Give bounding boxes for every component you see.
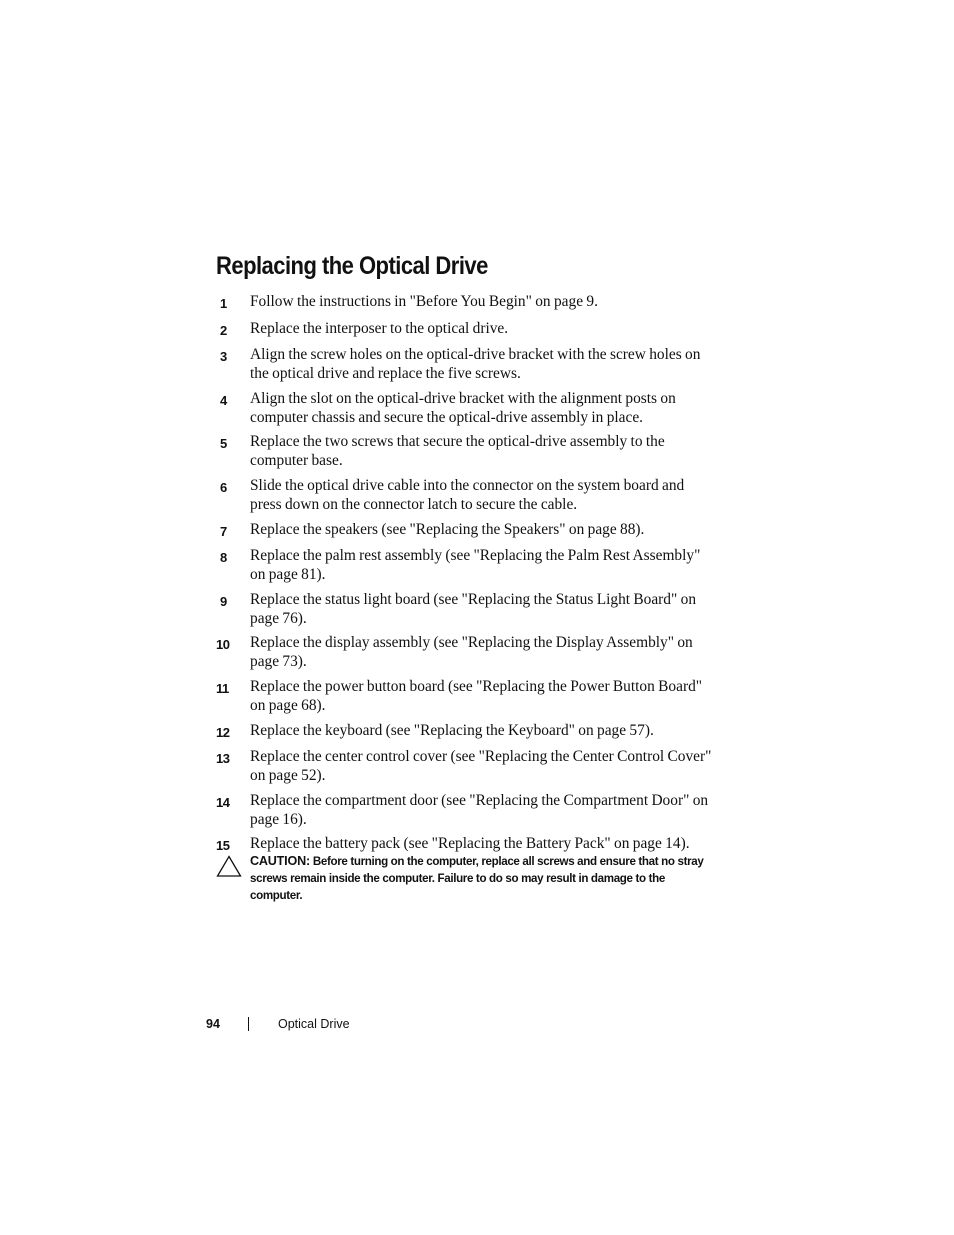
step-item	[216, 791, 716, 829]
step-text: Replace the palm rest assembly (see "Replacing the Palm Rest Assembly" on page 81).	[250, 547, 701, 584]
step-number: 3	[220, 349, 228, 365]
step-item	[216, 590, 716, 628]
caution-triangle-icon	[216, 853, 250, 882]
page-number: 94	[206, 1017, 220, 1031]
step-text: Replace the keyboard (see "Replacing the Keyboard" on page 57).	[250, 721, 654, 739]
caution-message: Before turning on the computer, replace all screws and ensure that no stray screws remain inside the computer. Failure to do so may result in damage to the computer.	[250, 855, 704, 902]
step-item	[216, 633, 716, 671]
step-text: Replace the interposer to the optical drive.	[250, 319, 509, 337]
footer-divider	[248, 1017, 249, 1031]
step-number: 2	[220, 322, 228, 338]
step-item	[216, 319, 716, 340]
page-title: Replacing the Optical Drive	[216, 252, 488, 280]
step-number: 11	[216, 680, 229, 696]
caution-notice	[216, 853, 716, 904]
caution-text	[250, 853, 716, 904]
step-item	[216, 520, 716, 541]
step-text: Replace the display assembly (see "Replacing the Display Assembly" on page 73).	[250, 634, 693, 671]
step-number: 13	[216, 751, 230, 767]
step-text: Replace the speakers (see "Replacing the Speakers" on page 88).	[250, 520, 645, 538]
step-text: Replace the power button board (see "Replacing the Power Button Board" on page 68).	[250, 677, 703, 714]
step-item	[216, 292, 716, 313]
step-number: 7	[220, 523, 228, 539]
step-number: 1	[220, 296, 228, 311]
page-footer	[0, 1014, 954, 1034]
step-text: Slide the optical drive cable into the connector on the system board and press down on the connector latch to secure the cable.	[250, 476, 685, 513]
step-item	[216, 389, 716, 427]
step-number: 14	[216, 794, 230, 810]
step-item	[216, 677, 716, 715]
step-number: 9	[220, 593, 228, 609]
step-number: 15	[216, 838, 230, 854]
step-text: Align the slot on the optical-drive bracket with the alignment posts on computer chassis and secure the optical-drive assembly in place.	[250, 389, 676, 426]
step-item	[216, 432, 716, 470]
step-text: Follow the instructions in "Before You Begin" on page 9.	[250, 293, 598, 310]
step-number: 6	[220, 479, 228, 495]
step-number: 8	[220, 550, 228, 566]
step-item	[216, 345, 716, 383]
step-number: 4	[220, 392, 228, 408]
step-text: Align the screw holes on the optical-drive bracket with the screw holes on the optical drive and replace the five screws.	[250, 346, 701, 383]
step-number: 5	[220, 436, 228, 452]
step-text: Replace the two screws that secure the optical-drive assembly to the computer base.	[250, 433, 665, 470]
step-text: Replace the battery pack (see "Replacing the Battery Pack" on page 14).	[250, 835, 690, 853]
procedure-steps	[216, 292, 716, 861]
section-name: Optical Drive	[278, 1017, 350, 1031]
step-item	[216, 721, 716, 742]
step-text: Replace the compartment door (see "Replacing the Compartment Door" on page 16).	[250, 791, 709, 828]
step-text: Replace the status light board (see "Replacing the Status Light Board" on page 76).	[250, 590, 697, 627]
step-number: 12	[216, 724, 230, 740]
step-item	[216, 476, 716, 514]
step-item	[216, 747, 716, 785]
step-text: Replace the center control cover (see "Replacing the Center Control Cover" on page 52).	[250, 748, 712, 785]
step-number: 10	[216, 637, 230, 653]
step-item	[216, 546, 716, 584]
caution-label: CAUTION:	[250, 854, 310, 868]
